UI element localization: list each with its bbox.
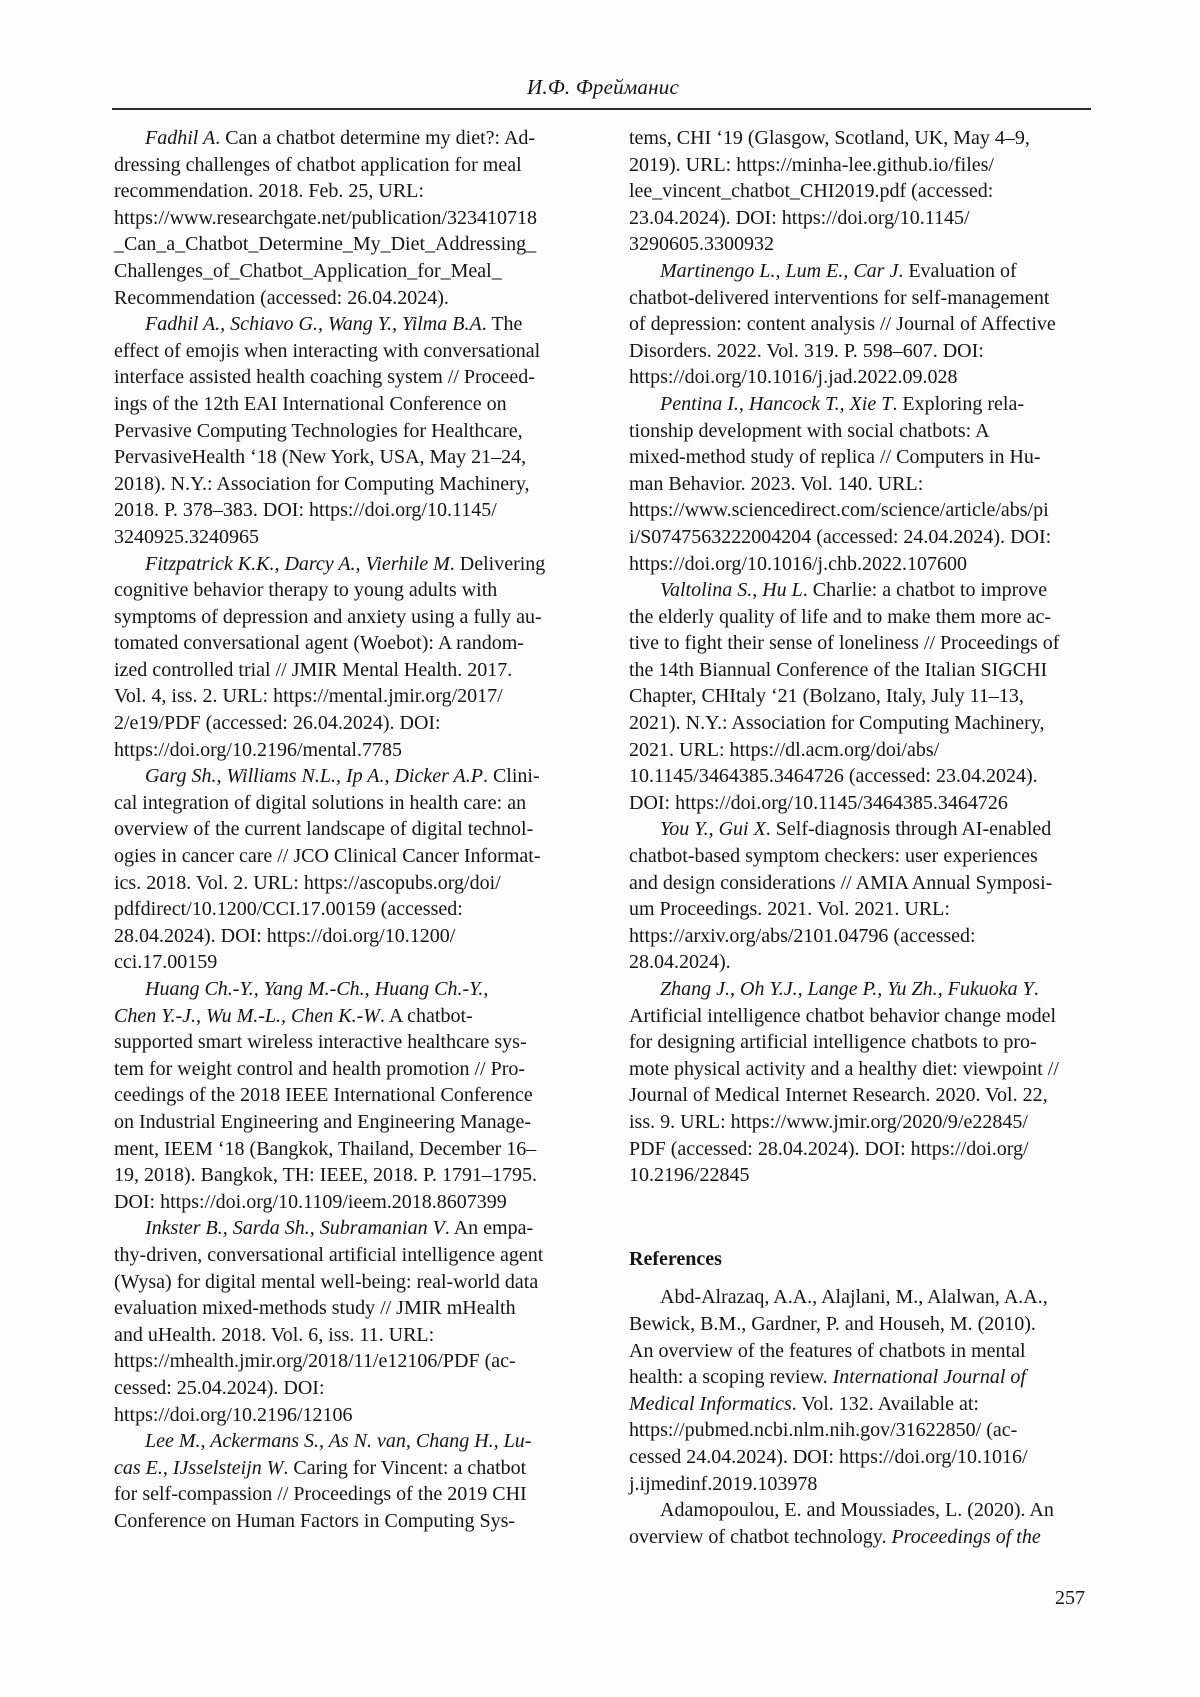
reference-line xyxy=(629,1082,1099,1109)
reference-line xyxy=(629,630,1099,657)
reference-line xyxy=(629,338,1099,365)
reference-line xyxy=(114,1242,584,1269)
reference-line xyxy=(114,1481,584,1508)
reference-line xyxy=(629,1246,1099,1273)
text-run: https://www.researchgate.net/publication/323410718 xyxy=(114,206,538,229)
text-run: iss. 9. URL: https://www.jmir.org/2020/9/e22845/ xyxy=(629,1110,1028,1133)
reference-line xyxy=(114,1189,584,1216)
reference-line xyxy=(114,1428,584,1455)
text-run: cessed 24.04.2024). DOI: https://doi.org/10.1016/ xyxy=(629,1445,1028,1468)
text-run: tomated conversational agent (Woebot): A random- xyxy=(114,632,524,655)
reference-line xyxy=(114,577,584,604)
text-run: 2018. P. 378–383. DOI: https://doi.org/10.1145/ xyxy=(114,499,497,522)
reference-line xyxy=(114,1082,584,1109)
reference-line xyxy=(114,843,584,870)
reference-line xyxy=(114,816,584,843)
reference-line xyxy=(114,1056,584,1083)
reference-line xyxy=(629,577,1099,604)
text-run: ings of the 12th EAI International Conference on xyxy=(114,392,507,415)
text-run: ceedings of the 2018 IEEE International Conference xyxy=(114,1084,533,1107)
left-column xyxy=(114,125,584,1534)
header-rule xyxy=(112,108,1091,110)
reference-entry xyxy=(114,551,584,764)
text-run: and design considerations // AMIA Annual Symposi- xyxy=(629,871,1053,894)
reference-line xyxy=(114,231,584,258)
text-run: ized controlled trial // JMIR Mental Health. 2017. xyxy=(114,658,513,681)
text-run: evaluation mixed-methods study // JMIR mHealth xyxy=(114,1297,516,1320)
reference-line xyxy=(114,923,584,950)
reference-line xyxy=(114,976,584,1003)
text-run: tem for weight control and health promotion // Pro- xyxy=(114,1057,526,1080)
reference-line xyxy=(629,949,1099,976)
text-run: Valtolina S., Hu L xyxy=(660,579,803,602)
text-run: . Self-diagnosis through AI-enabled xyxy=(765,818,1052,841)
reference-line xyxy=(629,1524,1099,1551)
text-run: of depression: content analysis // Journal of Affective xyxy=(629,313,1056,336)
text-run: overview of the current landscape of digital technol- xyxy=(114,818,534,841)
reference-line xyxy=(629,737,1099,764)
reference-line xyxy=(114,1215,584,1242)
text-run: Garg Sh., Williams N.L., Ip A., Dicker A.P xyxy=(145,765,483,788)
reference-entry xyxy=(629,1284,1099,1497)
reference-line xyxy=(629,683,1099,710)
text-run: 23.04.2024). DOI: https://doi.org/10.1145/ xyxy=(629,206,970,229)
reference-line xyxy=(629,497,1099,524)
reference-entry xyxy=(629,976,1099,1189)
reference-line xyxy=(629,471,1099,498)
reference-entry xyxy=(629,125,1099,258)
section-heading xyxy=(629,1246,1099,1273)
text-run: ogies in cancer care // JCO Clinical Cancer Informat- xyxy=(114,845,541,868)
text-run: overview of chatbot technology. xyxy=(629,1525,892,1548)
text-run: . Evaluation of xyxy=(898,259,1017,282)
reference-entry xyxy=(629,577,1099,816)
text-run: Fadhil A., Schiavo G., Wang Y., Yilma B.A xyxy=(145,313,482,336)
text-run: the elderly quality of life and to make them more ac- xyxy=(629,605,1052,628)
reference-line xyxy=(629,790,1099,817)
reference-line xyxy=(114,604,584,631)
text-run: i/S0747563222004204 (accessed: 24.04.2024). DOI: xyxy=(629,525,1052,548)
text-run: mixed-method study of replica // Computers in Hu- xyxy=(629,446,1041,469)
text-run: Abd-Alrazaq, A.A., Alajlani, M., Alalwan, A.A., xyxy=(660,1286,1048,1309)
text-run: um Proceedings. 2021. Vol. 2021. URL: xyxy=(629,898,950,921)
text-run: j.ijmedinf.2019.103978 xyxy=(629,1472,818,1495)
text-run: https://doi.org/10.1016/j.jad.2022.09.028 xyxy=(629,366,958,389)
text-run: . An empa- xyxy=(444,1217,534,1240)
text-run: ment, IEEM ‘18 (Bangkok, Thailand, December 16– xyxy=(114,1137,537,1160)
text-run: Zhang J., Oh Y.J., Lange P., Yu Zh., Fukuoka Y xyxy=(660,978,1034,1000)
reference-line xyxy=(114,737,584,764)
reference-line xyxy=(629,1311,1099,1338)
text-run: (Wysa) for digital mental well-being: real-world data xyxy=(114,1270,539,1293)
reference-line xyxy=(629,1056,1099,1083)
text-run: . Vol. 132. Available at: xyxy=(791,1392,979,1415)
reference-line xyxy=(629,524,1099,551)
text-run: 2/e19/PDF (accessed: 26.04.2024). DOI: xyxy=(114,712,441,735)
reference-line xyxy=(629,870,1099,897)
text-run: for self-compassion // Proceedings of the 2019 CHI xyxy=(114,1483,527,1506)
text-run: Recommendation (accessed: 26.04.2024). xyxy=(114,286,449,309)
reference-line xyxy=(114,524,584,551)
text-run: 3290605.3300932 xyxy=(629,233,774,256)
reference-line xyxy=(114,364,584,391)
text-run: effect of emojis when interacting with conversational xyxy=(114,339,541,362)
text-run: . Caring for Vincent: a chatbot xyxy=(283,1456,527,1479)
text-run: Vol. 4, iss. 2. URL: https://mental.jmir.org/2017/ xyxy=(114,685,503,708)
reference-line xyxy=(114,1508,584,1535)
reference-line xyxy=(114,683,584,710)
reference-line xyxy=(629,364,1099,391)
text-run: chatbot-delivered interventions for self-management xyxy=(629,286,1050,309)
text-run: symptoms of depression and anxiety using a fully au- xyxy=(114,605,542,628)
reference-line xyxy=(114,497,584,524)
reference-line xyxy=(114,763,584,790)
reference-line xyxy=(114,551,584,578)
text-run: _Can_a_Chatbot_Determine_My_Diet_Addressing_ xyxy=(114,233,537,256)
reference-line xyxy=(629,763,1099,790)
text-run: Fitzpatrick K.K., Darcy A., Vierhile M xyxy=(145,552,450,575)
text-run: An overview of the features of chatbots in mental xyxy=(629,1339,1026,1362)
text-run: You Y., Gui X xyxy=(660,818,766,841)
text-run: Artificial intelligence chatbot behavior change model xyxy=(629,1004,1057,1027)
reference-line xyxy=(114,1375,584,1402)
text-run: cessed: 25.04.2024). DOI: xyxy=(114,1376,325,1399)
reference-line xyxy=(114,870,584,897)
reference-entry xyxy=(114,1428,584,1534)
text-run: DOI: https://doi.org/10.1109/ieem.2018.8607399 xyxy=(114,1190,507,1213)
reference-line xyxy=(114,258,584,285)
reference-line xyxy=(629,444,1099,471)
reference-line xyxy=(629,1444,1099,1471)
text-run: 3240925.3240965 xyxy=(114,525,259,548)
text-run: lee_vincent_chatbot_CHI2019.pdf (accessed: xyxy=(629,180,994,203)
text-run: Bewick, B.M., Gardner, P. and Househ, M. (2010). xyxy=(629,1312,1036,1335)
text-run: https://pubmed.ncbi.nlm.nih.gov/31622850/ (ac- xyxy=(629,1419,1018,1442)
text-run: https://arxiv.org/abs/2101.04796 (accessed: xyxy=(629,924,976,947)
text-run: tems, CHI ‘19 (Glasgow, Scotland, UK, May 4–9, xyxy=(629,127,1030,149)
text-run: International Journal of xyxy=(832,1366,1026,1389)
reference-line xyxy=(114,1455,584,1482)
text-run: 2021). N.Y.: Association for Computing Machinery, xyxy=(629,712,1045,735)
text-run: . Clini- xyxy=(482,765,540,788)
reference-line xyxy=(114,1348,584,1375)
reference-line xyxy=(114,178,584,205)
text-run: interface assisted health coaching system // Proceed- xyxy=(114,366,535,389)
text-run: 10.1145/3464385.3464726 (accessed: 23.04.2024). xyxy=(629,765,1038,788)
reference-line xyxy=(114,444,584,471)
reference-line xyxy=(114,152,584,179)
text-run: https://mhealth.jmir.org/2018/11/e12106/PDF (ac- xyxy=(114,1350,516,1373)
text-run: on Industrial Engineering and Engineering Manage- xyxy=(114,1110,532,1133)
text-run: 10.2196/22845 xyxy=(629,1164,750,1187)
reference-line xyxy=(114,338,584,365)
text-run: Fadhil A xyxy=(145,127,216,149)
reference-entry xyxy=(629,391,1099,577)
reference-line xyxy=(629,1029,1099,1056)
text-run: Pervasive Computing Technologies for Healthcare, xyxy=(114,419,523,442)
reference-line xyxy=(114,1295,584,1322)
text-run: Medical Informatics xyxy=(629,1392,792,1415)
reference-line xyxy=(114,949,584,976)
reference-entry xyxy=(114,976,584,1215)
text-run: . xyxy=(1033,978,1039,1000)
reference-line xyxy=(629,816,1099,843)
reference-line xyxy=(629,1338,1099,1365)
reference-entry xyxy=(629,1497,1099,1550)
text-run: thy-driven, conversational artificial intelligence agent xyxy=(114,1243,544,1266)
text-run: 19, 2018). Bangkok, TH: IEEE, 2018. P. 1791–1795. xyxy=(114,1164,537,1187)
text-run: Martinengo L., Lum E., Car J xyxy=(660,259,899,282)
text-run: cognitive behavior therapy to young adults with xyxy=(114,579,498,602)
reference-line xyxy=(629,551,1099,578)
text-run: Huang Ch.-Y., Yang M.-Ch., Huang Ch.-Y., xyxy=(145,978,489,1000)
reference-line xyxy=(629,1284,1099,1311)
reference-line xyxy=(114,471,584,498)
text-run: chatbot-based symptom checkers: user experiences xyxy=(629,845,1038,868)
reference-line xyxy=(114,896,584,923)
text-run: the 14th Biannual Conference of the Italian SIGCHI xyxy=(629,658,1048,681)
reference-line xyxy=(114,418,584,445)
reference-line xyxy=(629,923,1099,950)
text-run: 28.04.2024). DOI: https://doi.org/10.1200/ xyxy=(114,924,456,947)
text-run: https://doi.org/10.2196/12106 xyxy=(114,1403,353,1426)
reference-line xyxy=(629,1003,1099,1030)
text-run: . Delivering xyxy=(449,552,546,575)
text-run: tionship development with social chatbots: A xyxy=(629,419,990,442)
reference-line xyxy=(629,1471,1099,1498)
text-run: DOI: https://doi.org/10.1145/3464385.3464726 xyxy=(629,791,1008,814)
text-run: recommendation. 2018. Feb. 25, URL: xyxy=(114,180,424,203)
text-run: health: a scoping review. xyxy=(629,1366,833,1389)
reference-line xyxy=(629,152,1099,179)
text-run: Pentina I., Hancock T., Xie T xyxy=(660,392,893,415)
text-run: . Can a chatbot determine my diet?: Ad- xyxy=(215,127,536,149)
text-run: Inkster B., Sarda Sh., Subramanian V xyxy=(145,1217,445,1240)
reference-line xyxy=(629,1136,1099,1163)
reference-line xyxy=(629,1497,1099,1524)
text-run: Adamopoulou, E. and Moussiades, L. (2020). An xyxy=(660,1499,1054,1522)
text-run: https://www.sciencedirect.com/science/article/abs/pi xyxy=(629,499,1049,522)
text-run: 2019). URL: https://minha-lee.github.io/files/ xyxy=(629,153,994,176)
reference-line xyxy=(114,1402,584,1429)
text-run: ics. 2018. Vol. 2. URL: https://ascopubs.org/doi/ xyxy=(114,871,501,894)
reference-line xyxy=(629,311,1099,338)
reference-line xyxy=(114,1029,584,1056)
text-run: 2021. URL: https://dl.acm.org/doi/abs/ xyxy=(629,738,940,761)
text-run: cci.17.00159 xyxy=(114,951,218,974)
text-run: cas E., IJsselsteijn W xyxy=(114,1456,284,1479)
reference-entry xyxy=(114,1215,584,1428)
reference-line xyxy=(629,258,1099,285)
reference-line xyxy=(629,710,1099,737)
reference-line xyxy=(629,1391,1099,1418)
text-run: Proceedings of the xyxy=(891,1525,1041,1548)
reference-line xyxy=(629,1417,1099,1444)
running-head-author: И.Ф. Фрейманис xyxy=(527,75,679,99)
reference-entry xyxy=(629,258,1099,391)
reference-line xyxy=(629,231,1099,258)
reference-line xyxy=(114,657,584,684)
reference-line xyxy=(629,657,1099,684)
text-run: Challenges_of_Chatbot_Application_for_Meal_ xyxy=(114,259,502,282)
text-run: Chapter, CHItaly ‘21 (Bolzano, Italy, July 11–13, xyxy=(629,685,1024,708)
text-run: for designing artificial intelligence chatbots to pro- xyxy=(629,1031,1037,1054)
reference-line xyxy=(114,285,584,312)
text-run: Disorders. 2022. Vol. 319. P. 598–607. DOI: xyxy=(629,339,984,362)
text-run: https://doi.org/10.1016/j.chb.2022.107600 xyxy=(629,552,967,575)
text-run: Conference on Human Factors in Computing Sys- xyxy=(114,1509,516,1532)
reference-line xyxy=(114,710,584,737)
text-run: tive to fight their sense of loneliness // Proceedings of xyxy=(629,632,1060,655)
reference-line xyxy=(114,1322,584,1349)
reference-line xyxy=(629,285,1099,312)
reference-line xyxy=(114,1109,584,1136)
text-run: PervasiveHealth ‘18 (New York, USA, May 21–24, xyxy=(114,446,527,469)
reference-line xyxy=(114,391,584,418)
text-run: and uHealth. 2018. Vol. 6, iss. 11. URL: xyxy=(114,1323,435,1346)
text-run: mote physical activity and a healthy diet: viewpoint // xyxy=(629,1057,1059,1080)
text-run: supported smart wireless interactive healthcare sys- xyxy=(114,1031,527,1054)
text-run: Lee M., Ackermans S., As N. van, Chang H., Lu- xyxy=(145,1430,532,1453)
text-run: . The xyxy=(481,313,523,336)
text-run: PDF (accessed: 28.04.2024). DOI: https://doi.org/ xyxy=(629,1137,1029,1160)
reference-line xyxy=(629,604,1099,631)
text-run: . Charlie: a chatbot to improve xyxy=(802,579,1048,602)
reference-line xyxy=(629,178,1099,205)
reference-line xyxy=(629,843,1099,870)
reference-line xyxy=(629,1364,1099,1391)
reference-entry xyxy=(114,311,584,550)
reference-line xyxy=(629,896,1099,923)
text-run: cal integration of digital solutions in health care: an xyxy=(114,791,527,814)
reference-line xyxy=(114,205,584,232)
reference-line xyxy=(114,1003,584,1030)
page-number: 257 xyxy=(1055,1587,1085,1609)
reference-line xyxy=(114,311,584,338)
reference-line xyxy=(114,630,584,657)
text-run: Journal of Medical Internet Research. 2020. Vol. 22, xyxy=(629,1084,1048,1107)
reference-entry xyxy=(629,816,1099,976)
reference-line xyxy=(629,125,1099,152)
text-run: dressing challenges of chatbot application for meal xyxy=(114,153,522,176)
reference-entry xyxy=(114,125,584,311)
reference-line xyxy=(629,1162,1099,1189)
reference-line xyxy=(629,1109,1099,1136)
reference-line xyxy=(114,125,584,152)
text-run: References xyxy=(629,1247,722,1270)
reference-line xyxy=(629,205,1099,232)
text-run: https://doi.org/10.2196/mental.7785 xyxy=(114,738,402,761)
text-run: man Behavior. 2023. Vol. 140. URL: xyxy=(629,472,924,495)
text-run: 2018). N.Y.: Association for Computing Machinery, xyxy=(114,472,530,495)
right-column xyxy=(629,125,1099,1550)
text-run: . Exploring rela- xyxy=(892,392,1024,415)
reference-line xyxy=(114,1269,584,1296)
reference-line xyxy=(114,1136,584,1163)
reference-line xyxy=(114,1162,584,1189)
reference-line xyxy=(114,790,584,817)
text-run: . A chatbot- xyxy=(379,1004,473,1027)
text-run: pdfdirect/10.1200/CCI.17.00159 (accessed: xyxy=(114,898,463,921)
text-run: Chen Y.-J., Wu M.-L., Chen K.-W xyxy=(114,1004,380,1027)
text-run: 28.04.2024). xyxy=(629,951,731,974)
reference-line xyxy=(629,391,1099,418)
reference-entry xyxy=(114,763,584,976)
reference-line xyxy=(629,418,1099,445)
reference-line xyxy=(629,976,1099,1003)
